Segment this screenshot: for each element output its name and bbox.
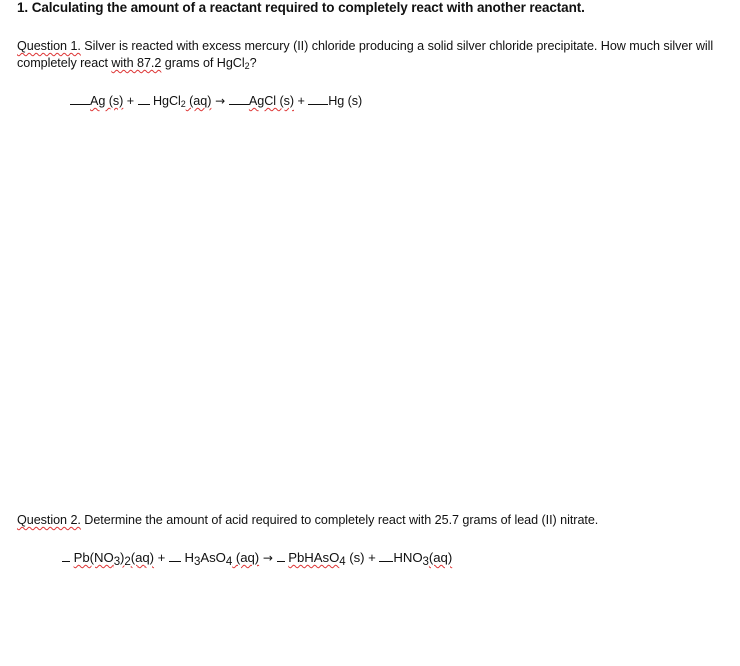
coefficient-blank-hg[interactable] [308,92,328,105]
eq1-product-hg: Hg (s) [328,94,363,108]
eq2-product-lead-hydrogen-arsenate: PbHAsO4 (s) [288,550,365,568]
question-1-equation [70,92,362,109]
eq2-plus-2: + [364,550,380,565]
eq1-plus-1: + [123,94,138,108]
eq1-plus-2: + [294,94,309,108]
coefficient-blank-lead-hydrogen-arsenate[interactable] [277,549,285,562]
coefficient-blank-arsenic-acid[interactable] [169,549,181,562]
coefficient-blank-ag[interactable] [70,92,90,105]
eq1-reaction-arrow: → [211,94,229,108]
question-2-text: Determine the amount of acid required to completely react with 25.7 grams of lead (II) nitrate. [80,513,599,527]
eq1-hgcl2-state: (aq) [185,94,212,108]
eq1-product-agcl: AgCl (s) [248,94,295,108]
question-1-text-compound: grams of HgCl [161,56,245,70]
section-heading: 1. Calculating the amount of a reactant required to completely react with another reactant. [17,0,585,15]
question-2-equation [62,549,452,568]
eq1-reactant-ag: Ag (s) [90,94,124,108]
coefficient-blank-nitric-acid[interactable] [379,549,393,562]
eq2-reactant-arsenic-acid: H3AsO4 (aq) [184,550,260,568]
question-1-text: Silver is reacted with excess mercury (II) chloride producing a solid silver chloride precipitate. How much silver will completely react [17,39,714,70]
question-2-paragraph [17,512,717,529]
coefficient-blank-agcl[interactable] [229,92,249,105]
eq1-reactant-hgcl2: HgCl [152,94,181,108]
question-1-question-mark: ? [249,56,257,70]
coefficient-blank-lead-nitrate[interactable] [62,549,70,562]
coefficient-blank-hgcl2[interactable] [138,92,150,105]
question-1-mass-phrase: with 87.2 [111,56,162,70]
eq1-hgcl2-subscript: 2 [180,99,186,109]
question-1-paragraph [17,38,717,75]
eq2-reactant-lead-nitrate: Pb(NO3)2(aq) [73,550,155,568]
question-2-label: Question 2. [17,513,81,527]
question-1-compound-subscript: 2 [244,61,250,71]
eq2-plus-1: + [154,550,169,565]
question-1-label: Question 1. [17,39,81,53]
eq2-product-nitric-acid: HNO3(aq) [393,550,453,568]
eq2-reaction-arrow: → [259,551,277,565]
